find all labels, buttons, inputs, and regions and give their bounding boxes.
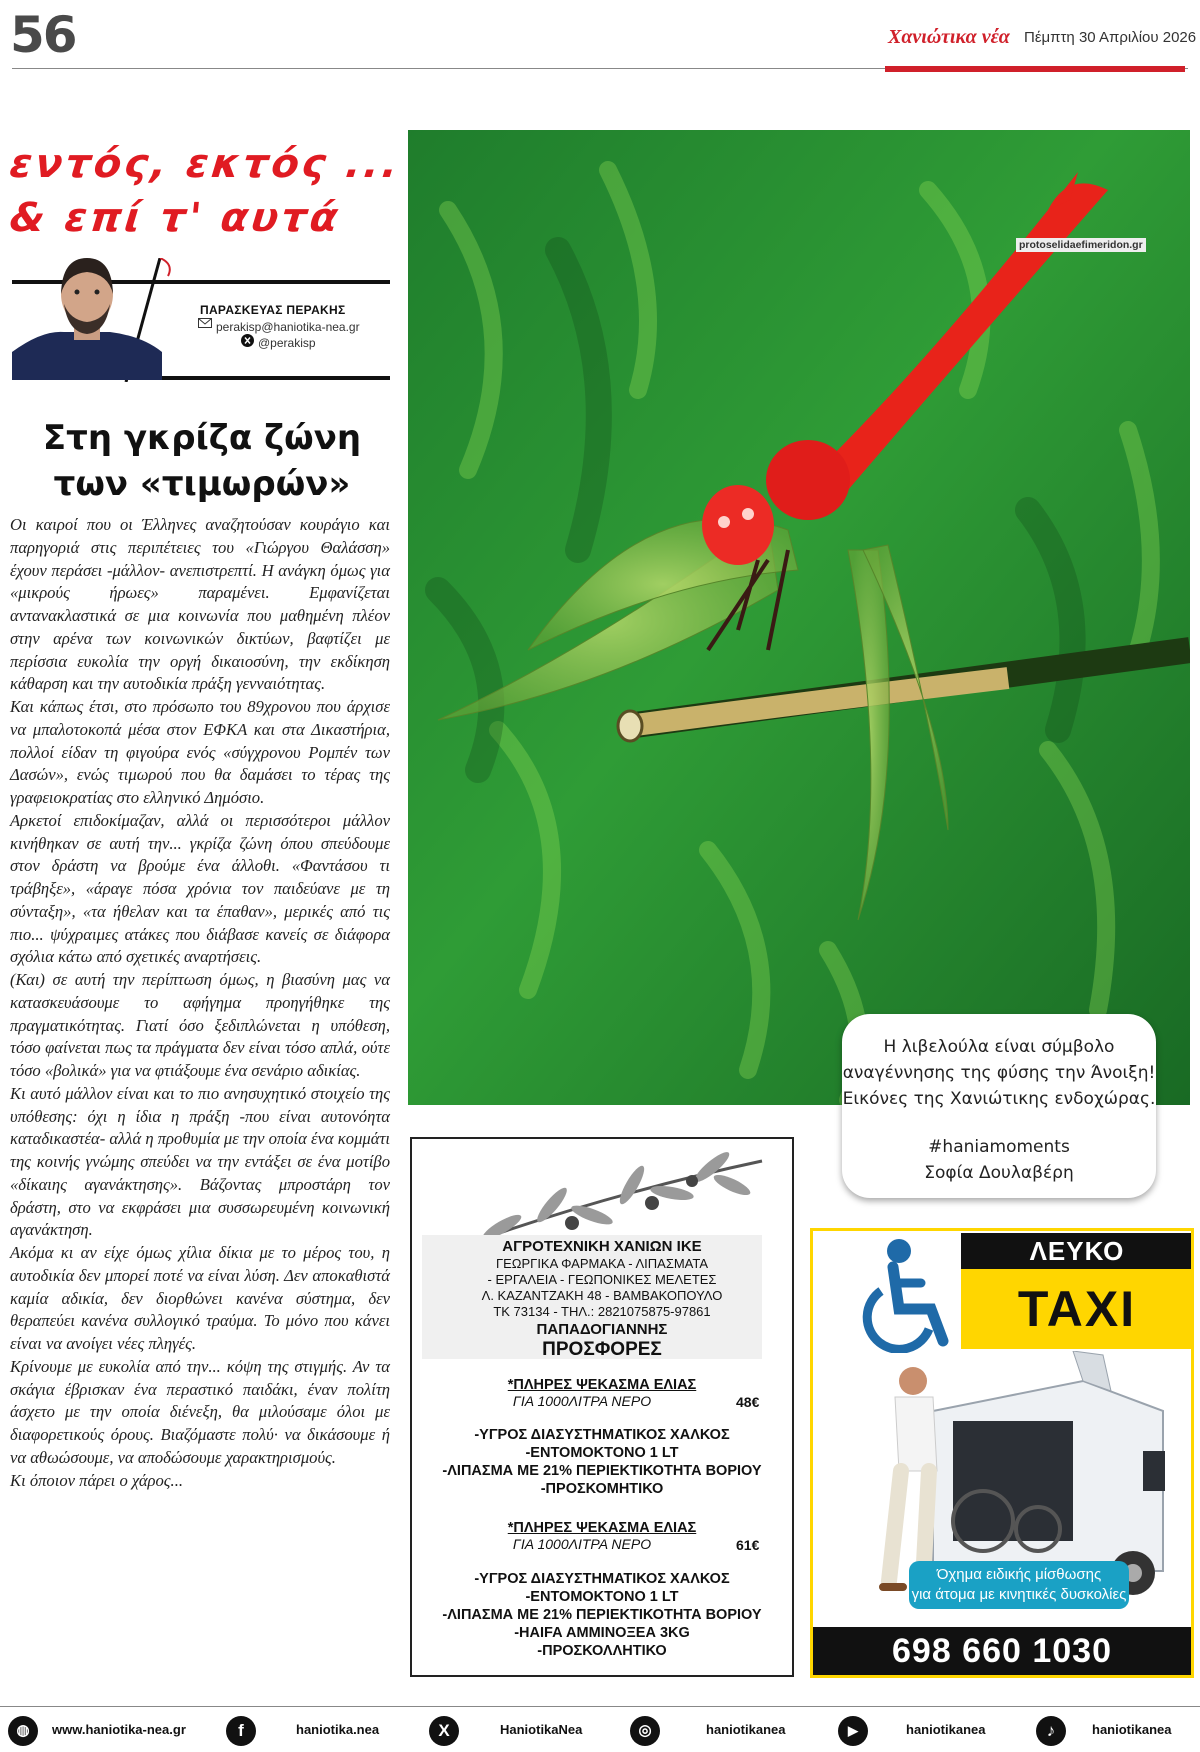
offer1-item: -ΥΓΡΟΣ ΔΙΑΣΥΣΤΗΜΑΤΙΚΟΣ ΧΑΛΚΟΣ — [474, 1427, 730, 1443]
ad-line2: - ΕΡΓΑΛΕΙΑ - ΓΕΩΠΟΝΙΚΕΣ ΜΕΛΕΤΕΣ — [487, 1272, 717, 1287]
column-title-line1: εντός, εκτός ... — [7, 141, 403, 187]
ad-line3: Λ. ΚΑΖΑΝΤΖΑΚΗ 48 - ΒΑΜΒΑΚΟΠΟΥΛΟ — [481, 1288, 723, 1303]
caption-hashtag[interactable]: #haniamoments — [928, 1137, 1070, 1157]
article-paragraph: Αρκετοί επιδοκίμαζαν, αλλά οι περισσότεροι μάλλον κινήθηκαν σε αυτή την... γκρίζα ζώνη όπου σπεύδουμε στον δράστη να βρούμε ένα άλλοθι. «Φαντάσου τι τράβηξε», «άραγε πόσα χρόνια τον παιδεύανε με τη σύνταξη», «τα ήθελαν και τα έπαθαν», μερικές από τις πιο... ψύχραιμες ατάκες που διάβασε κανείς σε διάφορα σχόλια κάτω από σχετικές αναρτήσεις. — [10, 810, 390, 967]
article-paragraph: Ακόμα κι αν είχε όμως χίλια δίκια με το μέρος του, η αυτοδικία δεν μπορεί ποτέ να είναι λύση. Δεν αποκαθιστά καμία αδικία, δεν διορθώνει κανένα σύστημα, δεν θεραπεύει κανένα συλλογικό τραύμα. Το μόνο που κάνει είναι να ανοίγει νέες πληγές. — [10, 1243, 390, 1353]
article-paragraph: Και κάπως έτσι, στο πρόσωπο του 89χρονου που άρχισε να μπαλοτοκοπά μέσα στον ΕΦΚΑ και στα Δικαστήρια, πολλοί είδαν τη φιγούρα ενός «σύγχρονου Ρομπέν των Δασών», ενώς τιμωρού που θα δαμάσει το τέρας της γραφειοκρατίας στο ελληνικό Δημόσιο. — [10, 697, 390, 807]
article-paragraph: Κι αυτό μάλλον είναι και το πιο ανησυχητικό στοιχείο της υπόθεσης: όχι η ίδια η πράξη -που είναι αυτονόητα καταδικαστέα- αλλά η προθυμία με την οποία ένα κομμάτι της κοινής γνώμης σπεύδει να την εντάξει σε ένα μοτίβο «δίκαιης αγανάκτησης». Βάζοντας μπροστάρη τον δράστη, στο να εκφράσει μια συσσωρευμένη κοινωνική αγανάκτηση. — [10, 1083, 390, 1240]
footer-rule — [0, 1706, 1200, 1707]
facebook-icon[interactable]: f — [226, 1716, 256, 1746]
agrotechniki-advertisement[interactable] — [410, 1137, 794, 1677]
footer-instagram[interactable]: haniotikanea — [706, 1722, 786, 1737]
offer1-price: 48€ — [736, 1394, 760, 1410]
caption-line2: αναγέννησης της φύσης την Άνοιξη! — [842, 1063, 1156, 1083]
offer1-item: -ΠΡΟΣΚΟΜΗΤΙΚΟ — [540, 1481, 664, 1497]
offer2-item: -ΠΡΟΣΚΟΛΛΗΤΙΚΟ — [537, 1643, 667, 1659]
taxi-desc-line2: για άτομα με κινητικές δυσκολίες — [911, 1586, 1127, 1603]
offer2-price: 61€ — [736, 1537, 760, 1553]
taxi-advertisement[interactable] — [810, 1228, 1194, 1678]
issue-date: Πέμπτη 30 Απριλίου 2026 — [1024, 29, 1197, 46]
offer1-item: -ΕΝΤΟΜΟΚΤΟΝΟ 1 LT — [525, 1445, 679, 1461]
offer2-item: -HAIFA ΑΜΜΙΝΟΞΕΑ 3KG — [514, 1625, 690, 1641]
tiktok-icon[interactable]: ♪ — [1036, 1716, 1066, 1746]
x-logo-icon[interactable]: X — [429, 1716, 459, 1746]
caption-credit: Σοφία Δουλαβέρη — [924, 1163, 1074, 1183]
wheelchair-icon — [859, 1237, 955, 1353]
footer-tiktok[interactable]: haniotikanea — [1092, 1722, 1172, 1737]
caption-line1: Η λιβελούλα είναι σύμβολο — [883, 1037, 1115, 1057]
ad-company-name: ΑΓΡΟΤΕΧΝΙΚΗ ΧΑΝΙΩΝ ΙΚΕ — [502, 1238, 702, 1255]
author-name: ΠΑΡΑΣΚΕΥΑΣ ΠΕΡΑΚΗΣ — [200, 303, 346, 317]
ad-offers-title: ΠΡΟΣΦΟΡΕΣ — [542, 1339, 662, 1360]
email-icon — [198, 318, 212, 328]
offer2-item: -ΛΙΠΑΣΜΑ ΜΕ 21% ΠΕΡΙΕΚΤΙΚΟΤΗΤΑ ΒΟΡΙΟΥ — [442, 1607, 762, 1623]
page-number: 56 — [10, 6, 76, 64]
caption-line3: Εικόνες της Χανιώτικης ενδοχώρας. — [842, 1089, 1156, 1109]
youtube-icon[interactable]: ▶ — [838, 1716, 868, 1746]
footer-facebook[interactable]: haniotika.nea — [296, 1722, 380, 1737]
article-title-line2: των «τιμωρών» — [53, 464, 351, 504]
offer1-title: *ΠΛΗΡΕΣ ΨΕΚΑΣΜΑ ΕΛΙΑΣ — [507, 1377, 697, 1393]
article-title — [12, 415, 392, 507]
globe-icon: ◍ — [8, 1716, 38, 1746]
taxi-desc-line1: Όχημα ειδικής μίσθωσης — [936, 1566, 1102, 1583]
photo-caption-bubble — [842, 1014, 1156, 1198]
article-title-line1: Στη γκρίζα ζώνη — [42, 418, 362, 458]
offer1-subtitle: ΓΙΑ 1000ΛΙΤΡΑ ΝΕΡΟ — [512, 1393, 652, 1409]
article-paragraph: Οι καιροί που οι Έλληνες αναζητούσαν κουράγιο και παρηγοριά στις περιπέτειες του «Γιώργου Θαλάσση» έχουν περάσει -μάλλον- ανεπιστρεπτί. Η ανάγκη όμως για «μικρούς ήρωες» παραμένει. Εμφανίζεται αντανακλαστικά σε μια κοινωνία που μαθημένη πλέον στην αρένα των κοινωνικών δικτύων, βαφτίζει με περίσσια ευκολία την οργή δικαιοσύνη, την εκδίκηση κάθαρση και την αυτοδικία πράξη γενναιότητας. — [10, 515, 390, 694]
author-twitter-handle[interactable]: @perakisp — [258, 336, 316, 350]
taxi-leyko-label: ΛΕΥΚΟ — [961, 1233, 1193, 1269]
photo-watermark: protoselidaefimeridon.gr — [1016, 238, 1146, 252]
footer-x[interactable]: HaniotikaNea — [500, 1722, 583, 1737]
x-logo-icon — [241, 334, 254, 347]
ad-line1: ΓΕΩΡΓΙΚΑ ΦΑΡΜΑΚΑ - ΛΙΠΑΣΜΑΤΑ — [495, 1256, 709, 1271]
footer-website[interactable]: www.haniotika-nea.gr — [52, 1722, 186, 1737]
article-body — [10, 514, 390, 1492]
offer2-item: -ΥΓΡΟΣ ΔΙΑΣΥΣΤΗΜΑΤΙΚΟΣ ΧΑΛΚΟΣ — [474, 1571, 730, 1587]
ad-phone-line: ΤΚ 73134 - ΤΗΛ.: 2821075875-97861 — [493, 1304, 711, 1319]
article-paragraph: Κι όποιον πάρει ο χάρος... — [10, 1470, 183, 1490]
article-paragraph: Κρίνουμε με ευκολία από την... κόψη της στιγμής. Αν τα σκάγια έβρισκαν ένα περαστικό παιδάκι, έναν πολίτη άσχετο με την οποία διένεξη, θα μιλούσαμε όλοι με διαφορετικούς όρους. Βιαζόμαστε πολύ· να δικάσουμε ή να αθωώσουμε, να αποδώσουμε χαρακτηρισμούς. — [10, 1356, 390, 1467]
newspaper-name: Χανιώτικα νέα — [888, 26, 1010, 48]
instagram-icon[interactable]: ◎ — [630, 1716, 660, 1746]
taxi-label: TAXI — [961, 1269, 1193, 1349]
footer-youtube[interactable]: haniotikanea — [906, 1722, 986, 1737]
ad-line5: ΠΑΠΑΔΟΓΙΑΝΝΗΣ — [536, 1321, 668, 1338]
article-paragraph: (Και) σε αυτή την περίπτωση όμως, η βιασύνη μας να κατασκευάσουμε το αφήγημα προηγήθηκε της πραγματικότητας. Γιατί όσο ξεδιπλώνεται η υπόθεση, τόσο φαίνεται πως τα πράγματα δεν είναι τόσο απλά, ούτε τόσο «βολικά» για να φτιάξουμε ένα σενάριο αδικίας. — [10, 970, 390, 1080]
taxi-phone-number[interactable]: 698 660 1030 — [813, 1627, 1191, 1675]
header-accent-bar — [885, 66, 1185, 72]
offer2-title: *ΠΛΗΡΕΣ ΨΕΚΑΣΜΑ ΕΛΙΑΣ — [507, 1520, 697, 1536]
offer2-subtitle: ΓΙΑ 1000ΛΙΤΡΑ ΝΕΡΟ — [512, 1536, 652, 1552]
author-email[interactable]: perakisp@haniotika-nea.gr — [216, 320, 360, 334]
offer2-item: -ΕΝΤΟΜΟΚΤΟΝΟ 1 LT — [525, 1589, 679, 1605]
column-title-line2: & επί τ' αυτά — [7, 195, 343, 241]
offer1-item: -ΛΙΠΑΣΜΑ ΜΕ 21% ΠΕΡΙΕΚΤΙΚΟΤΗΤΑ ΒΟΡΙΟΥ — [442, 1463, 762, 1479]
author-photo — [12, 240, 162, 380]
taxi-description — [909, 1561, 1129, 1609]
dragonfly-photo — [408, 130, 1190, 1105]
